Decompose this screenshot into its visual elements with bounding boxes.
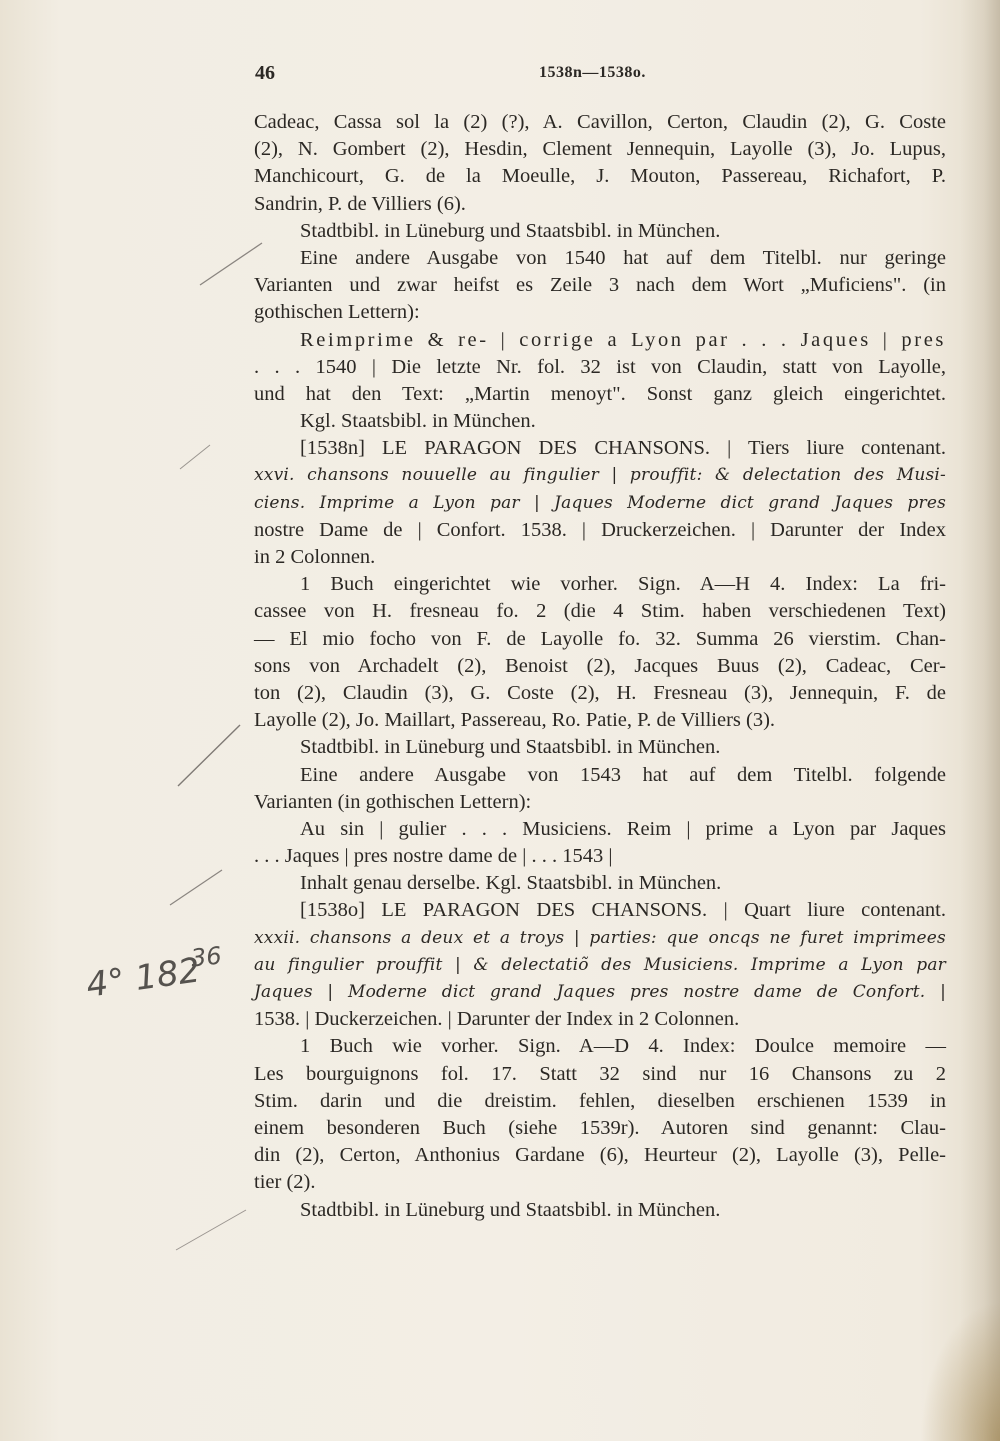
text-line: Varianten und zwar heifst es Zeile 3 nach dem Wort „Muficiens". (in <box>254 274 946 297</box>
margin-note: 36 <box>189 941 223 973</box>
page-number: 46 <box>255 62 275 84</box>
text-line: Stadtbibl. in Lüneburg und Staatsbibl. in München. <box>300 219 721 242</box>
text-line: xxvi. chansons nouuelle au fingulier | prouffit: & delectation des Musi- <box>254 465 946 486</box>
text-line: Varianten (in gothischen Lettern): <box>254 790 532 813</box>
text-line: sons von Archadelt (2), Benoist (2), Jacques Buus (2), Cadeac, Cer- <box>254 654 946 677</box>
body-text <box>254 109 946 1224</box>
text-line: Inhalt genau derselbe. Kgl. Staatsbibl. in München. <box>300 872 722 895</box>
text-line: nostre Dame de | Confort. 1538. | Druckerzeichen. | Darunter der Index <box>254 518 946 541</box>
pencil-mark <box>180 445 210 469</box>
text-line: Sandrin, P. de Villiers (6). <box>254 192 466 215</box>
shelfmark-annotation: 4° 182 <box>83 950 203 1006</box>
text-line: ciens. Imprime a Lyon par | Jaques Moderne dict grand Jaques pres <box>254 492 946 513</box>
pencil-mark <box>200 243 262 285</box>
text-line: Kgl. Staatsbibl. in München. <box>300 410 536 433</box>
text-line: ton (2), Claudin (3), G. Coste (2), H. Fresneau (3), Jennequin, F. de <box>254 681 946 704</box>
text-line: xxxii. chansons a deux et a troys | parties: que oncqs ne furet imprimees <box>254 927 946 948</box>
text-line: Stadtbibl. in Lüneburg und Staatsbibl. in München. <box>300 1198 721 1221</box>
text-line: in 2 Colonnen. <box>254 546 376 568</box>
text-line: 1 Buch wie vorher. Sign. A—D 4. Index: Doulce memoire — <box>300 1035 946 1058</box>
text-line: Reimprime & re- | corrige a Lyon par . . . Jaques | pres <box>300 328 946 351</box>
text-line: din (2), Certon, Anthonius Gardane (6), Heurteur (2), Layolle (3), Pelle- <box>254 1144 946 1167</box>
text-line: Cadeac, Cassa sol la (2) (?), A. Cavillon, Certon, Claudin (2), G. Coste <box>254 111 946 133</box>
text-line: 1 Buch eingerichtet wie vorher. Sign. A—H 4. Index: La fri- <box>300 573 946 596</box>
text-line: . . . 1540 | Die letzte Nr. fol. 32 ist von Claudin, statt von Layolle, <box>254 355 946 378</box>
text-line: Layolle (2), Jo. Maillart, Passereau, Ro. Patie, P. de Villiers (3). <box>254 709 776 732</box>
text-line: Stadtbibl. in Lüneburg und Staatsbibl. in München. <box>300 736 721 759</box>
pencil-mark <box>176 1210 246 1250</box>
pencil-mark <box>178 725 240 786</box>
text-line: . . . Jaques | pres nostre dame de | . . . 1543 | <box>254 845 613 868</box>
text-line: Eine andere Ausgabe von 1540 hat auf dem Titelbl. nur geringe <box>300 246 946 269</box>
text-line: [1538n] LE PARAGON DES CHANSONS. | Tiers liure contenant. <box>300 437 946 460</box>
text-line: [1538o] LE PARAGON DES CHANSONS. | Quart liure contenant. <box>300 899 946 922</box>
text-line: (2), N. Gombert (2), Hesdin, Clement Jennequin, Layolle (3), Jo. Lupus, <box>254 138 946 161</box>
text-line: und hat den Text: „Martin menoyt". Sonst ganz gleich eingerichtet. <box>254 382 946 405</box>
page-header <box>255 62 945 92</box>
text-line: au fingulier prouffit | & delectatiõ des Musiciens. Imprime a Lyon par <box>254 954 946 975</box>
text-line: Eine andere Ausgabe von 1543 hat auf dem Titelbl. folgende <box>300 763 946 786</box>
text-line: einem besonderen Buch (siehe 1539r). Autoren sind genannt: Clau- <box>254 1116 946 1139</box>
text-line: Manchicourt, G. de la Moeulle, J. Mouton, Passereau, Richafort, P. <box>254 165 946 188</box>
text-line: Les bourguignons fol. 17. Statt 32 sind nur 16 Chansons zu 2 <box>254 1062 946 1085</box>
pencil-mark <box>170 870 222 905</box>
text-line: 1538. | Duckerzeichen. | Darunter der Index in 2 Colonnen. <box>254 1008 740 1031</box>
text-line: — El mio focho von F. de Layolle fo. 32. Summa 26 vierstim. Chan- <box>254 627 946 650</box>
text-line: tier (2). <box>254 1171 316 1194</box>
text-line: gothischen Lettern): <box>254 301 420 324</box>
text-line: cassee von H. fresneau fo. 2 (die 4 Stim. haben verschiedenen Text) <box>254 600 946 623</box>
text-line: Stim. darin und die dreistim. fehlen, dieselben erschienen 1539 in <box>254 1089 946 1112</box>
text-line: Au sin | gulier . . . Musiciens. Reim | prime a Lyon par Jaques <box>300 817 946 840</box>
text-line: Jaques | Moderne dict grand Jaques pres nostre dame de Confort. | <box>254 982 946 1002</box>
running-head: 1538n—1538o. <box>539 64 646 81</box>
